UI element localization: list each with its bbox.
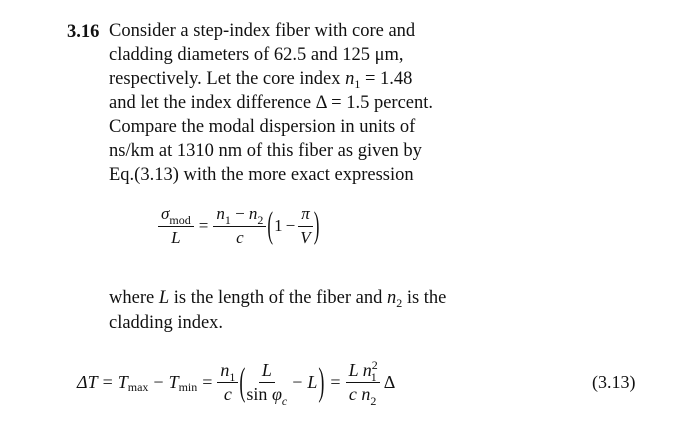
where-line: cladding index. [109,312,224,333]
equation-number: (3.13) [592,372,636,392]
index-difference-fraction: $\frac{n_1 - n_2}{c}$ [213,204,266,248]
where-line: where L is the length of the fiber and $n_2$ is the [109,288,447,310]
pi-over-V-fraction: $\frac{\pi}{V}$ [298,204,313,248]
L-over-sin-fraction: $\frac{L}{\sin \varphi_c}$ [246,360,288,408]
problem-line: Consider a step-index fiber with core and [109,21,416,41]
problem-line: respectively. Let the core index $n_1 = 1.48$ [109,68,413,91]
n1-over-c-fraction: $\frac{n_1}{c}$ [217,360,238,405]
sigma-over-L-fraction: $\frac{\sigma_{mod}}{L}$ [158,204,194,248]
equation-3-13: ΔT = T max − T min = $\frac{n_1}{c}$ ( $\frac{L}{\sin \varphi_c}$ − L ) = $\frac{L n^2_1}{c n_2}$ Δ [77,358,396,408]
problem-line: cladding diameters of 62.5 and 125 μm, [109,44,404,65]
problem-text [109,20,489,188]
problem-line: and let the index difference Δ = 1.5 percent. [109,93,434,114]
problem-line: Eq.(3.13) with the more exact expression [109,164,414,185]
Ln1-squared-over-cn2-fraction: $\frac{L n^2_1}{c n_2}$ [346,360,380,405]
where-paragraph [109,287,509,336]
problem-line: Compare the modal dispersion in units of [109,117,416,138]
problem-number: 3.16 [67,22,100,42]
core-index-variable: n [345,68,355,89]
problem-line: ns/km at 1310 nm of this fiber as given by [109,140,422,161]
modal-dispersion-equation: $\frac{\sigma_{mod}}{L}$ = $\frac{n_1 - n_2}{c}$ ( 1 − $\frac{\pi}{V}$ ) [158,204,320,248]
